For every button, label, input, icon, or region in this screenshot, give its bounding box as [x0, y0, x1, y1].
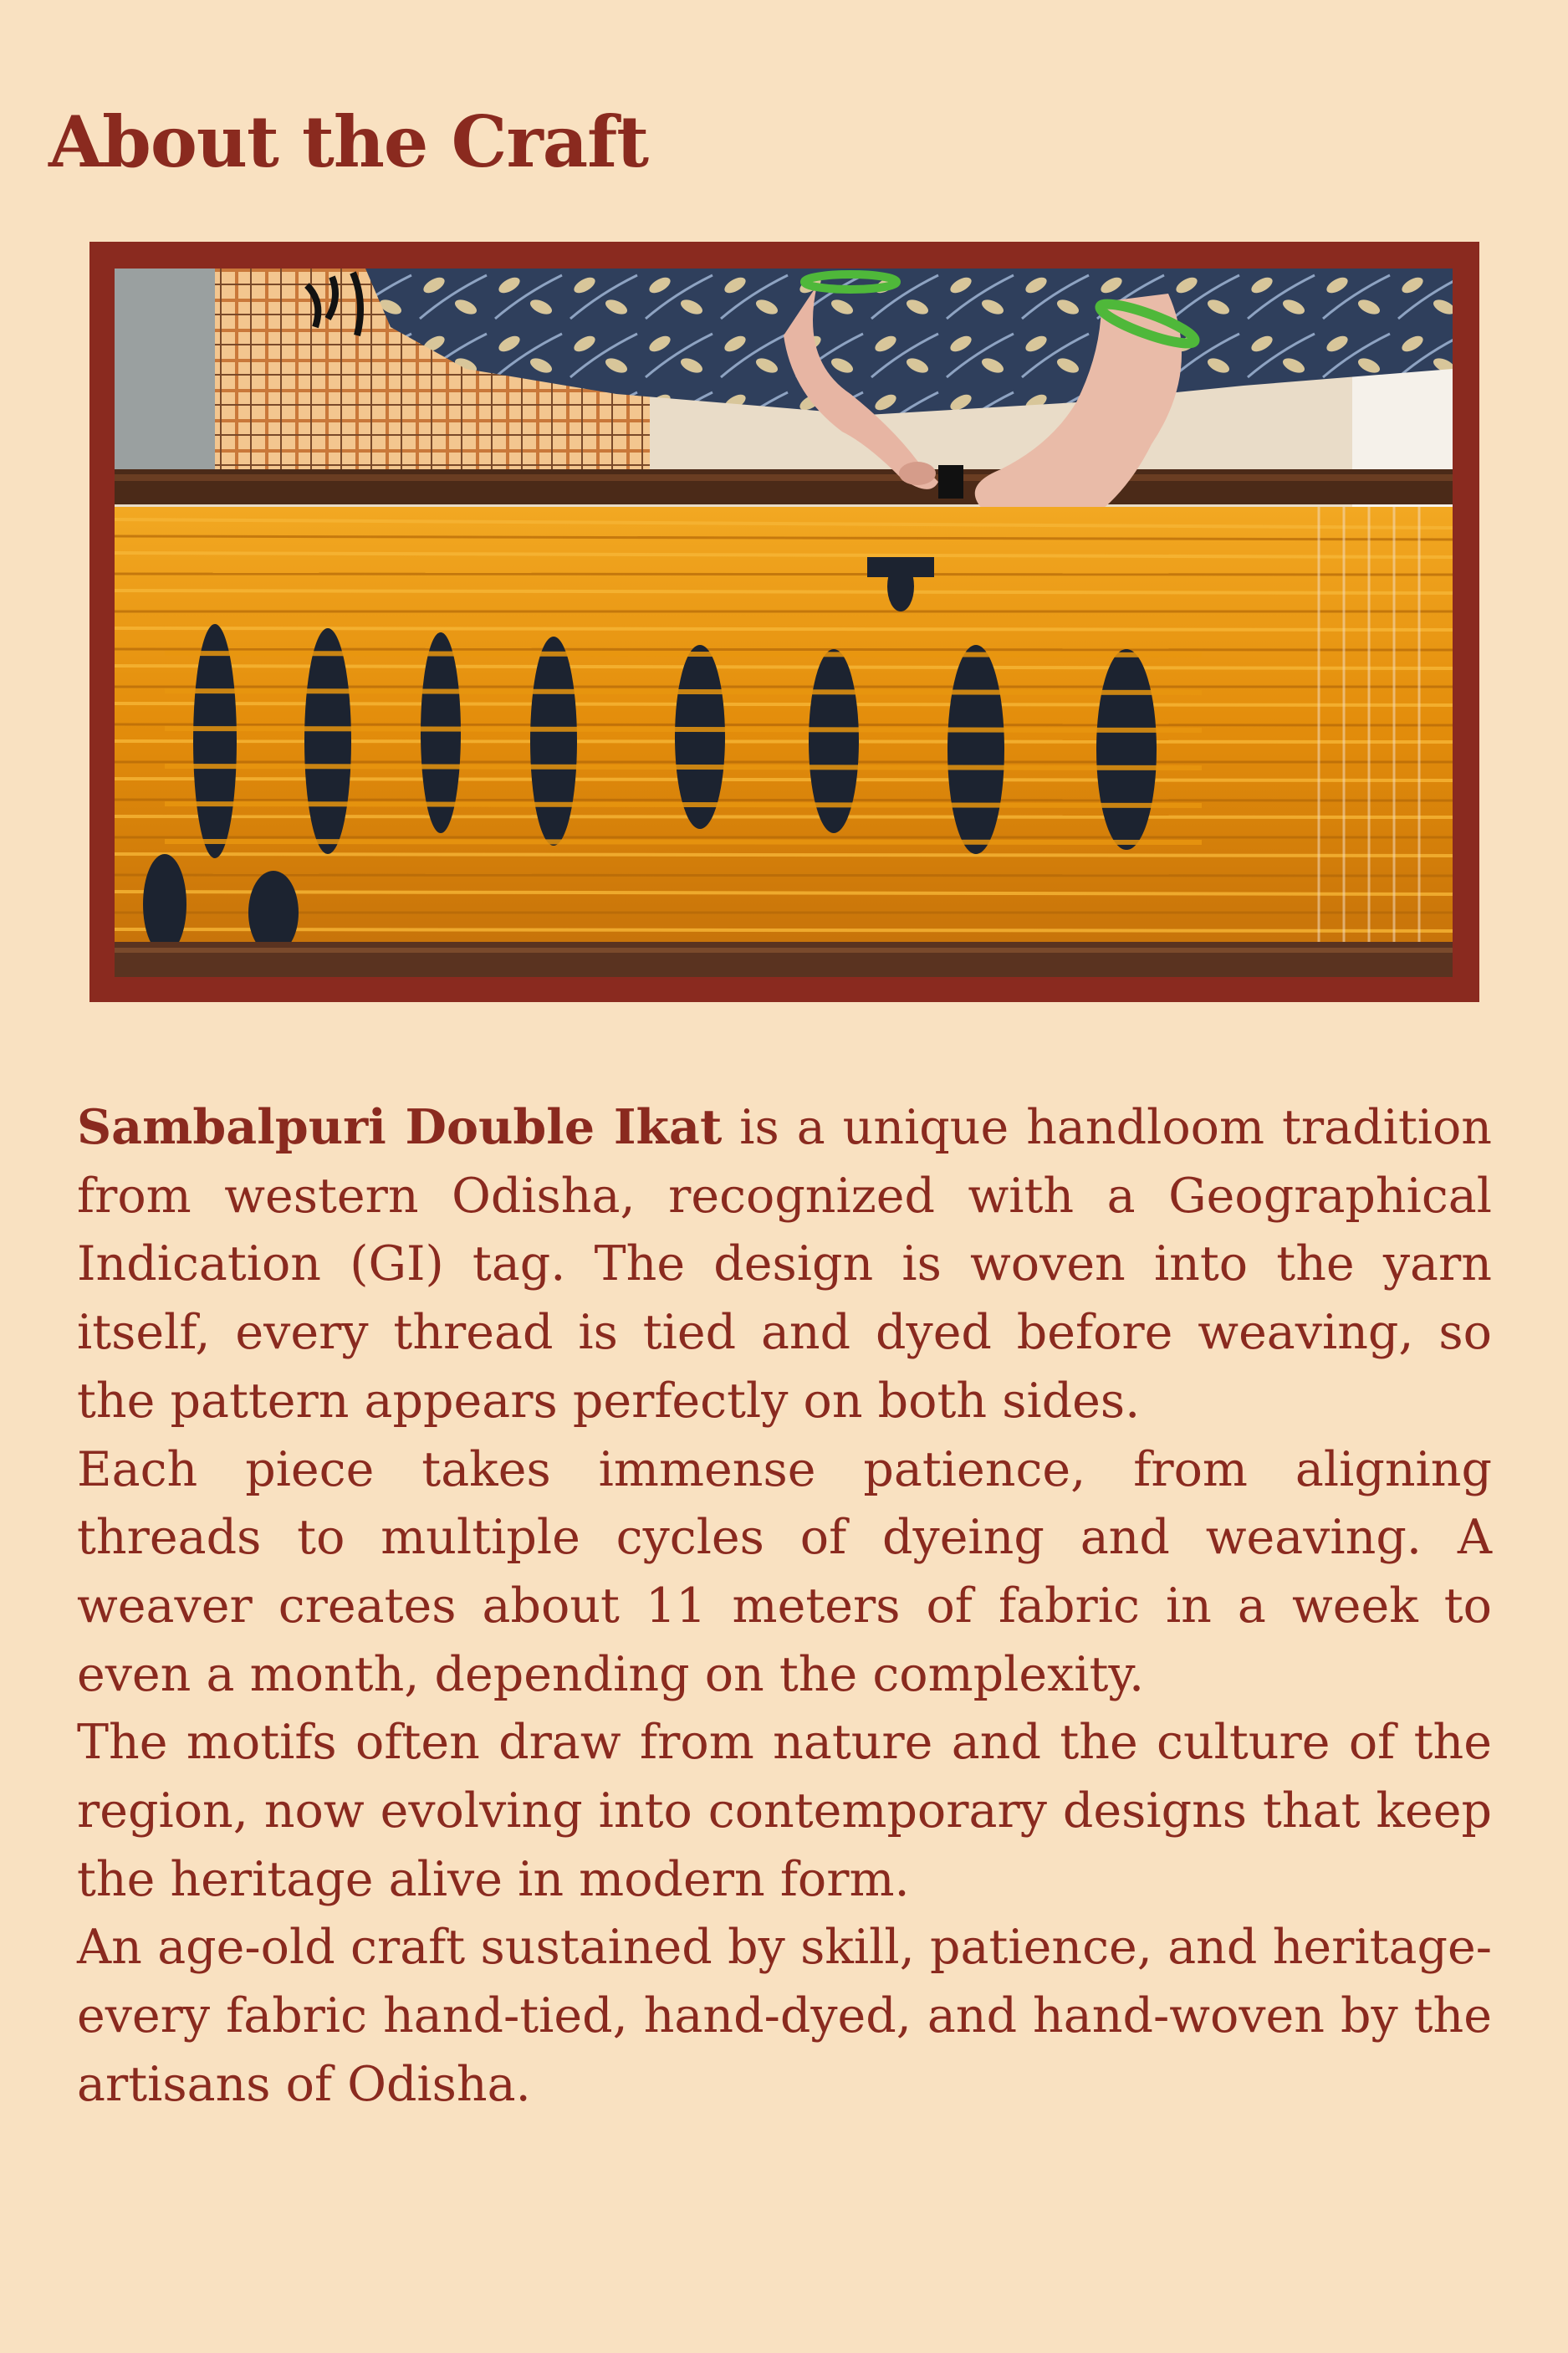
paragraph-heritage: An age-old craft sustained by skill, patience, and heritage- every fabric hand-tied, hand-dyed, and hand-woven by the artisans of Odisha.	[77, 1920, 1492, 2112]
loom-weaving-illustration	[115, 269, 1453, 977]
craft-name: Sambalpuri Double Ikat	[77, 1099, 723, 1155]
loom-weaving-photo	[115, 269, 1453, 977]
paragraph-motifs: The motifs often draw from nature and the culture of the region, now evolving into contemporary designs that keep the heritage alive in modern form.	[77, 1715, 1492, 1907]
page-title: About the Craft	[49, 100, 649, 183]
paragraph-process: Each piece takes immense patience, from aligning threads to multiple cycles of dyeing and weaving. A weaver creates about 11 meters of fabric in a week to even a month, depending on the complexity.	[77, 1441, 1492, 1702]
craft-description	[77, 1093, 1492, 2120]
paragraph-intro	[77, 1093, 1492, 1436]
paragraph-intro-text: is a unique handloom tradition from western Odisha, recognized with a Geographical Indication (GI) tag. The design is woven into the yarn itself, every thread is tied and dyed before weaving, so the pattern appears perfectly on both sides.	[77, 1100, 1492, 1429]
photo-frame	[89, 242, 1479, 1002]
